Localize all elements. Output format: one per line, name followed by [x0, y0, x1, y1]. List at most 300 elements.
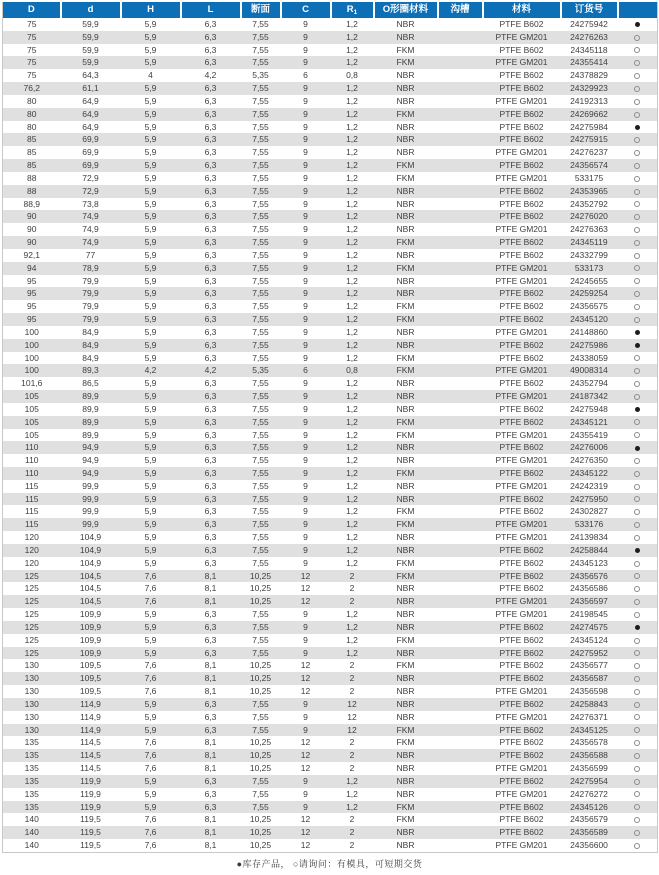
cell: 69,9 — [82, 147, 99, 158]
cell: 125 — [24, 583, 39, 594]
cell: PTFE GM201 — [495, 429, 548, 440]
cell: 5,9 — [121, 493, 181, 506]
cell: NBR — [396, 763, 415, 774]
cell: 24269662 — [561, 108, 618, 121]
cell: 5,9 — [121, 775, 181, 788]
cell: PTFE B602 — [483, 724, 561, 737]
on-request-icon — [634, 573, 640, 579]
cell: 10,25 — [241, 595, 281, 608]
on-request-icon — [634, 496, 640, 502]
cell: NBR — [396, 121, 415, 132]
cell: NBR — [374, 390, 438, 403]
cell — [438, 364, 483, 377]
cell: 105 — [3, 390, 61, 403]
cell — [438, 172, 483, 185]
stock-cell — [618, 121, 658, 134]
stock-cell — [618, 724, 658, 737]
table-row — [3, 429, 658, 442]
cell: 6 — [303, 70, 308, 81]
cell: 9 — [281, 647, 331, 660]
stock-cell — [618, 146, 658, 159]
cell: 61,1 — [61, 82, 121, 95]
cell: PTFE GM201 — [495, 326, 548, 337]
cell: 6,3 — [181, 56, 241, 69]
cell: 130 — [3, 672, 61, 685]
cell — [438, 429, 483, 442]
cell — [438, 403, 483, 416]
cell: 1,2 — [346, 224, 358, 235]
cell: PTFE GM201 — [495, 455, 548, 466]
cell: PTFE B602 — [483, 621, 561, 634]
cell: 12 — [300, 814, 311, 825]
cell: 9 — [303, 172, 308, 183]
cell: 1,2 — [331, 493, 374, 506]
cell — [438, 454, 483, 467]
cell: 1,2 — [346, 455, 358, 466]
cell — [438, 634, 483, 647]
cell: 5,9 — [144, 378, 157, 389]
cell: 6,3 — [204, 403, 217, 414]
stock-cell — [618, 454, 658, 467]
cell: 74,9 — [61, 236, 121, 249]
cell — [438, 801, 483, 814]
cell: 1,2 — [331, 647, 374, 660]
cell: 135 — [24, 763, 39, 774]
cell: 6,3 — [181, 493, 241, 506]
cell: 9 — [281, 775, 331, 788]
cell: PTFE B602 — [483, 441, 561, 454]
cell — [438, 608, 483, 621]
cell: 5,9 — [121, 544, 181, 557]
cell: 9 — [303, 326, 308, 337]
cell: 8,1 — [204, 840, 217, 850]
on-request-icon — [634, 791, 640, 797]
cell: PTFE B602 — [499, 403, 544, 414]
on-request-icon — [634, 817, 640, 823]
cell: 135 — [3, 749, 61, 762]
on-request-icon — [634, 779, 640, 785]
cell: 114,9 — [61, 698, 121, 711]
cell: 114,9 — [61, 724, 121, 737]
cell: 9 — [281, 493, 331, 506]
cell: 7,55 — [252, 532, 269, 543]
cell: NBR — [374, 185, 438, 198]
cell — [438, 557, 483, 570]
cell: 5,9 — [121, 133, 181, 146]
cell: 12 — [281, 826, 331, 839]
cell: PTFE B602 — [483, 82, 561, 95]
cell: 88 — [3, 185, 61, 198]
cell: 5,9 — [144, 429, 157, 440]
cell — [438, 480, 483, 493]
cell: 1,2 — [331, 544, 374, 557]
cell: 12 — [331, 698, 374, 711]
cell: 5,9 — [144, 44, 157, 55]
cell: 24245655 — [570, 275, 608, 286]
cell: 100 — [24, 352, 39, 363]
cell: 7,55 — [252, 403, 269, 414]
cell: 105 — [3, 416, 61, 429]
cell: NBR — [396, 378, 415, 389]
cell: 9 — [303, 455, 308, 466]
cell: 1,2 — [346, 44, 358, 55]
cell: 5,9 — [121, 210, 181, 223]
cell: 105 — [24, 429, 39, 440]
cell: 7,55 — [252, 301, 269, 312]
cell: 7,55 — [241, 518, 281, 531]
cell: 6,3 — [181, 108, 241, 121]
cell: 1,2 — [331, 108, 374, 121]
cell: 24345122 — [561, 467, 618, 480]
cell: FKM — [396, 429, 415, 440]
stock-cell — [618, 31, 658, 44]
cell — [438, 185, 483, 198]
cell: PTFE GM201 — [483, 364, 561, 377]
cell: 99,9 — [82, 506, 99, 517]
cell: 24276272 — [570, 788, 608, 799]
cell: 80 — [27, 121, 37, 132]
stock-cell — [618, 518, 658, 531]
cell: 77 — [85, 249, 96, 260]
cell: PTFE GM201 — [483, 262, 561, 275]
cell — [438, 467, 483, 480]
cell — [438, 159, 483, 172]
stock-cell — [618, 826, 658, 839]
cell: 5,9 — [121, 236, 181, 249]
cell: 7,55 — [241, 339, 281, 352]
cell: 1,2 — [331, 313, 374, 326]
cell: PTFE B602 — [499, 301, 544, 312]
stock-cell — [618, 210, 658, 223]
cell — [438, 352, 483, 365]
cell — [438, 300, 483, 313]
cell: 135 — [24, 788, 39, 799]
cell: 10,25 — [241, 749, 281, 762]
cell — [438, 749, 483, 762]
stock-cell — [618, 390, 658, 403]
cell: 135 — [3, 801, 61, 814]
cell: 5,9 — [144, 249, 157, 260]
cell — [438, 621, 483, 634]
on-request-icon — [634, 150, 640, 156]
table-row — [3, 403, 658, 416]
cell: 6,3 — [204, 378, 217, 389]
on-request-icon — [634, 471, 640, 477]
cell: 2 — [331, 826, 374, 839]
cell: 6,3 — [181, 775, 241, 788]
cell: 7,55 — [252, 198, 269, 209]
cell: 9 — [303, 44, 308, 55]
cell: 5,9 — [144, 224, 157, 235]
stock-cell — [618, 326, 658, 339]
cell: PTFE B602 — [499, 737, 544, 748]
cell: NBR — [374, 31, 438, 44]
cell: 2 — [349, 814, 355, 825]
cell: 5,9 — [144, 352, 157, 363]
cell: 104,5 — [61, 595, 121, 608]
on-request-icon — [634, 612, 640, 618]
stock-cell — [618, 505, 658, 518]
cell: 7,55 — [252, 249, 269, 260]
cell: 10,25 — [241, 570, 281, 583]
cell: 1,2 — [331, 390, 374, 403]
cell — [438, 377, 483, 390]
cell: 5,9 — [144, 634, 157, 645]
cell: 24275986 — [561, 339, 618, 352]
cell: NBR — [396, 70, 415, 81]
cell: 104,9 — [79, 532, 102, 543]
cell: 5,9 — [121, 518, 181, 531]
column-header-stock — [618, 2, 658, 18]
cell: 75 — [3, 31, 61, 44]
table-row — [3, 531, 658, 544]
stock-cell — [618, 313, 658, 326]
stock-cell — [618, 582, 658, 595]
cell: 7,55 — [252, 172, 269, 183]
cell: 69,9 — [61, 133, 121, 146]
cell: 7,55 — [252, 352, 269, 363]
cell: 10,25 — [241, 826, 281, 839]
cell: 9 — [303, 275, 308, 286]
cell: PTFE B602 — [499, 249, 544, 260]
cell: 110 — [24, 455, 39, 466]
cell: NBR — [374, 749, 438, 762]
cell: 79,9 — [82, 275, 99, 286]
cell — [438, 647, 483, 660]
cell: 2 — [349, 583, 355, 594]
cell: 74,9 — [61, 210, 121, 223]
cell: 24345120 — [561, 313, 618, 326]
table-row — [3, 198, 658, 211]
cell: 7,6 — [144, 737, 157, 748]
cell: NBR — [396, 788, 415, 799]
stock-cell — [618, 262, 658, 275]
cell: 109,9 — [61, 621, 121, 634]
cell: NBR — [396, 326, 415, 337]
table-row — [3, 493, 658, 506]
cell: NBR — [374, 544, 438, 557]
cell: 6,3 — [204, 249, 217, 260]
stock-cell — [618, 44, 658, 57]
stock-cell — [618, 685, 658, 698]
cell: 5,35 — [252, 70, 269, 81]
cell: 9 — [303, 634, 308, 645]
on-request-icon — [634, 99, 640, 105]
cell: 5,9 — [121, 724, 181, 737]
cell: 95 — [3, 287, 61, 300]
cell — [438, 544, 483, 557]
table-header — [3, 2, 658, 18]
cell: 7,55 — [241, 390, 281, 403]
cell: 2 — [349, 763, 355, 774]
cell: 24352794 — [570, 378, 608, 389]
cell: 12 — [331, 724, 374, 737]
cell: 8,1 — [204, 583, 217, 594]
cell: 9 — [281, 416, 331, 429]
cell: 9 — [281, 159, 331, 172]
cell: 6,3 — [204, 609, 217, 620]
cell: 24329923 — [561, 82, 618, 95]
cell: 8,1 — [181, 749, 241, 762]
stock-cell — [618, 223, 658, 236]
table-row — [3, 595, 658, 608]
cell: 6,3 — [181, 210, 241, 223]
cell: 7,55 — [252, 788, 269, 799]
table-row — [3, 775, 658, 788]
cell: 24302827 — [570, 506, 608, 517]
cell: 1,2 — [331, 518, 374, 531]
cell: 5,9 — [144, 788, 157, 799]
cell: 7,6 — [144, 814, 157, 825]
cell: 12 — [300, 660, 311, 671]
cell: 8,1 — [181, 595, 241, 608]
cell: 6,3 — [204, 506, 217, 517]
cell: 7,6 — [144, 660, 157, 671]
cell: 9 — [303, 506, 308, 517]
cell: NBR — [396, 532, 415, 543]
table-row — [3, 749, 658, 762]
cell: 7,55 — [252, 326, 269, 337]
cell: 5,9 — [121, 262, 181, 275]
cell: PTFE B602 — [483, 570, 561, 583]
table-row — [3, 416, 658, 429]
cell: 6,3 — [181, 339, 241, 352]
cell: 5,9 — [144, 711, 157, 722]
cell: 79,9 — [61, 313, 121, 326]
on-request-icon — [634, 227, 640, 233]
cell: PTFE GM201 — [483, 390, 561, 403]
cell: 100 — [3, 364, 61, 377]
cell: 24259254 — [561, 287, 618, 300]
cell: 6,3 — [181, 467, 241, 480]
cell: 7,55 — [241, 313, 281, 326]
cell: 24258844 — [561, 544, 618, 557]
cell: PTFE GM201 — [495, 224, 548, 235]
cell: 24338059 — [570, 352, 608, 363]
cell: PTFE B602 — [483, 801, 561, 814]
cell: 59,9 — [82, 19, 99, 29]
cell: 24352792 — [570, 198, 608, 209]
cell: 88,9 — [23, 198, 41, 209]
cell: 7,55 — [252, 634, 269, 645]
cell: 10,25 — [249, 660, 272, 671]
table-row — [3, 326, 658, 339]
cell: 1,2 — [331, 467, 374, 480]
table-row — [3, 352, 658, 365]
cell: 59,9 — [82, 44, 99, 55]
cell: 6,3 — [181, 724, 241, 737]
cell: 104,9 — [79, 557, 102, 568]
cell: 24356598 — [570, 686, 608, 697]
cell: 24276350 — [570, 455, 608, 466]
cell: 24345118 — [570, 44, 608, 55]
cell — [438, 698, 483, 711]
on-request-icon — [634, 381, 640, 387]
on-request-icon — [634, 240, 640, 246]
table-row — [3, 659, 658, 672]
cell: 140 — [24, 840, 39, 850]
in-stock-icon — [635, 407, 640, 412]
cell: 1,2 — [346, 172, 358, 183]
cell: 24356599 — [570, 763, 608, 774]
cell: 1,2 — [331, 262, 374, 275]
cell: 6,3 — [204, 19, 217, 29]
cell: 115 — [3, 518, 61, 531]
cell: 8,1 — [181, 672, 241, 685]
cell: PTFE B602 — [499, 121, 544, 132]
cell: 64,3 — [82, 70, 99, 81]
cell: 9 — [281, 441, 331, 454]
cell: 84,9 — [82, 326, 99, 337]
cell: FKM — [396, 172, 415, 183]
cell: 95 — [27, 301, 37, 312]
cell: 5,9 — [121, 185, 181, 198]
table-row — [3, 56, 658, 69]
cell: 109,9 — [79, 609, 102, 620]
cell: 0,8 — [346, 70, 358, 81]
cell: 5,9 — [121, 159, 181, 172]
table-row — [3, 159, 658, 172]
cell: 2 — [331, 672, 374, 685]
cell: 130 — [3, 698, 61, 711]
cell: PTFE GM201 — [495, 711, 548, 722]
on-request-icon — [634, 201, 640, 207]
table-row — [3, 172, 658, 185]
cell: PTFE GM201 — [495, 609, 548, 620]
stock-cell — [618, 659, 658, 672]
cell: 6,3 — [181, 801, 241, 814]
on-request-icon — [634, 253, 640, 259]
cell: 6,3 — [204, 147, 217, 158]
cell: 24356600 — [570, 840, 608, 850]
cell: NBR — [374, 287, 438, 300]
cell: 7,55 — [252, 455, 269, 466]
cell: 6,3 — [181, 313, 241, 326]
cell: 6,3 — [181, 544, 241, 557]
cell: 1,2 — [346, 634, 358, 645]
on-request-icon — [634, 47, 640, 53]
cell: 6,3 — [181, 647, 241, 660]
cell — [438, 493, 483, 506]
cell: 4 — [148, 70, 153, 81]
cell: FKM — [396, 737, 415, 748]
stock-cell — [618, 788, 658, 801]
cell: NBR — [396, 403, 415, 414]
stock-cell — [618, 621, 658, 634]
table-row — [3, 441, 658, 454]
cell: 90 — [3, 236, 61, 249]
cell: 7,55 — [252, 224, 269, 235]
cell: 12 — [300, 840, 311, 850]
cell: 69,9 — [61, 159, 121, 172]
cell: NBR — [396, 480, 415, 491]
cell: 7,55 — [241, 185, 281, 198]
cell: PTFE B602 — [499, 44, 544, 55]
cell: 8,1 — [181, 570, 241, 583]
cell: 7,55 — [252, 147, 269, 158]
cell: 49008314 — [561, 364, 618, 377]
cell: 1,2 — [331, 236, 374, 249]
cell: NBR — [396, 455, 415, 466]
cell: 86,5 — [82, 378, 99, 389]
cell: 2 — [349, 840, 355, 850]
cell — [438, 813, 483, 826]
cell: 24276263 — [561, 31, 618, 44]
cell: 109,9 — [61, 647, 121, 660]
cell: 10,25 — [241, 672, 281, 685]
cell: PTFE B602 — [483, 287, 561, 300]
cell: NBR — [374, 647, 438, 660]
